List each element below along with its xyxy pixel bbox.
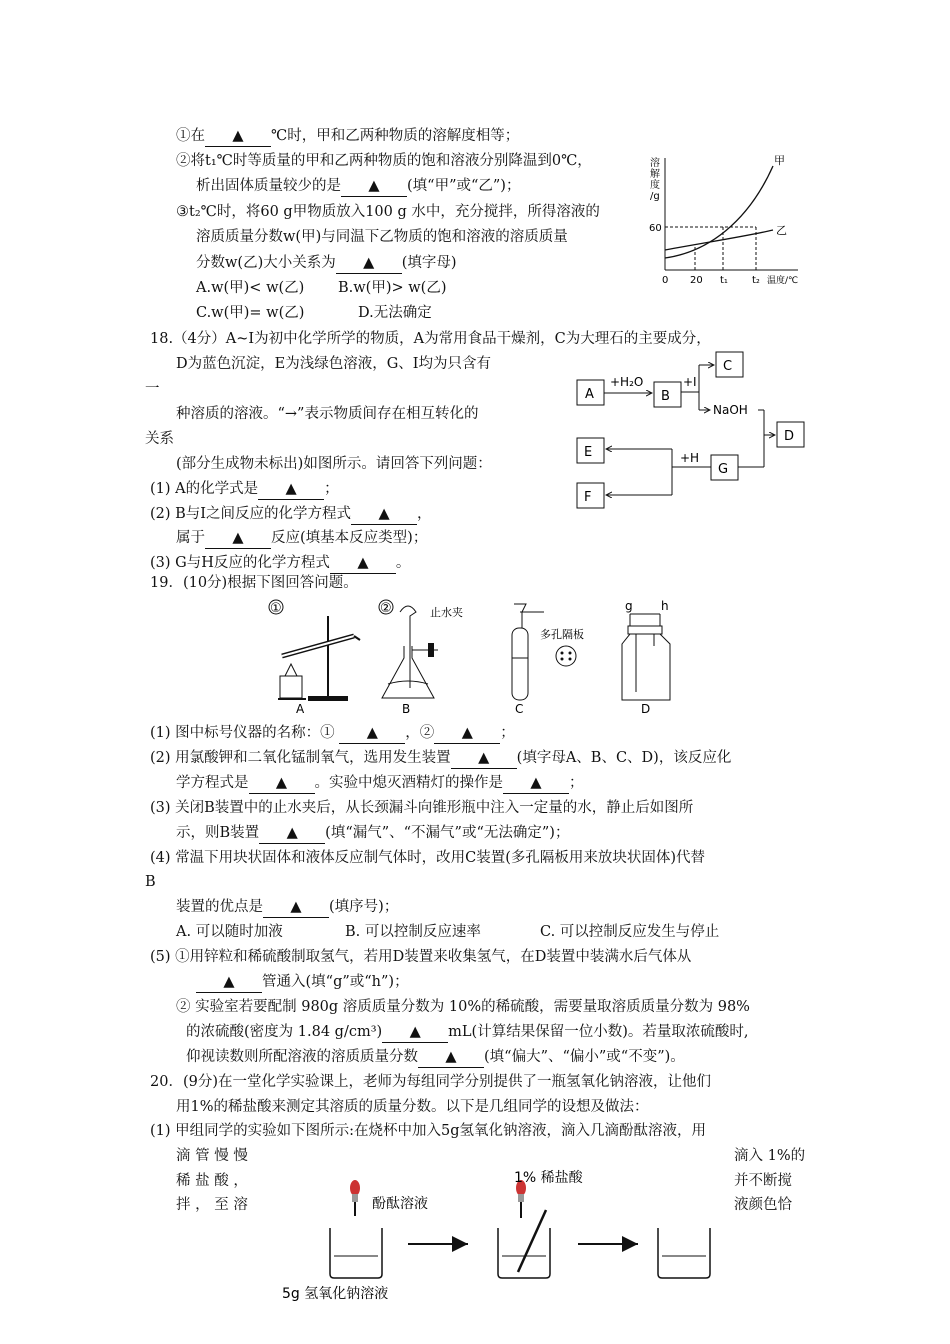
q20-line1: 20．(9分)在一堂化学实验课上，老师为每组同学分别提供了一瓶氢氧化钠溶液，让他们 bbox=[150, 1074, 711, 1090]
q17-option-d: D.无法确定 bbox=[358, 305, 432, 321]
svg-text:B: B bbox=[402, 702, 411, 716]
q18-line2b: 一 bbox=[145, 381, 160, 397]
q17-option-b: B.w(甲)> w(乙) bbox=[338, 280, 447, 296]
answer-blank[interactable]: ▲ bbox=[418, 1047, 484, 1068]
svg-text:D: D bbox=[784, 429, 795, 444]
q19-part4c: 装置的优点是 ▲ (填序号)； bbox=[176, 897, 398, 918]
apparatus-b bbox=[379, 600, 463, 716]
apparatus-c bbox=[512, 604, 584, 716]
q17-line3: 析出固体质量较少的是 ▲ (填“甲”或“乙”)； bbox=[196, 176, 520, 197]
q19-option-b: B. 可以控制反应速率 bbox=[345, 924, 481, 940]
q20-line6a: 拌 ， 至 溶 bbox=[176, 1197, 248, 1213]
beaker-1 bbox=[330, 1228, 382, 1278]
beaker-2 bbox=[498, 1228, 550, 1278]
q17-line2: ②将t₁℃时等质量的甲和乙两种物质的饱和溶液分别降温到0℃， bbox=[176, 153, 592, 169]
xtick: 0 bbox=[662, 275, 669, 286]
q17-line6: 分数w(乙)大小关系为 ▲ (填字母) bbox=[196, 253, 457, 274]
svg-text:B: B bbox=[661, 389, 670, 404]
q18-line3: 种溶质的溶液。“→”表示物质间存在相互转化的 bbox=[176, 406, 479, 422]
q19-part2b: 学方程式是 ▲ 。实验中熄灭酒精灯的操作是 ▲ ； bbox=[176, 773, 584, 794]
q18-line3b: 关系 bbox=[145, 431, 174, 447]
label-naoh: NaOH bbox=[713, 403, 748, 417]
svg-text:②: ② bbox=[380, 601, 392, 616]
q20-line3: (1) 甲组同学的实验如下图所示:在烧杯中加入5g氢氧化钠溶液，滴入几滴酚酞溶液，用 bbox=[150, 1123, 707, 1139]
label-plus-i: +I bbox=[683, 375, 697, 389]
answer-blank[interactable]: ▲ bbox=[434, 723, 500, 744]
answer-blank[interactable]: ▲ bbox=[339, 723, 405, 744]
curve-label-jia: 甲 bbox=[774, 154, 785, 167]
q20-line4b: 滴入 1%的 bbox=[734, 1148, 806, 1164]
svg-text:D: D bbox=[641, 702, 651, 716]
q17-option-a: A.w(甲)< w(乙) bbox=[196, 280, 305, 296]
beaker-3 bbox=[658, 1228, 710, 1278]
answer-blank[interactable]: ▲ bbox=[341, 176, 407, 197]
label-hcl: 1% 稀盐酸 bbox=[514, 1170, 583, 1186]
q18-part1: (1) A的化学式是 ▲ ； bbox=[150, 479, 339, 500]
svg-text:F: F bbox=[584, 490, 592, 505]
xtick: t₁ bbox=[720, 275, 728, 286]
svg-text:g: g bbox=[625, 599, 633, 613]
q17-line4: ③t₂℃时，将60 g甲物质放入100 g 水中，充分搅拌，所得溶液的 bbox=[176, 204, 600, 220]
q17-line5: 溶质质量分数w(甲)与同温下乙物质的饱和溶液的溶质质量 bbox=[196, 229, 568, 245]
svg-text:A: A bbox=[296, 702, 305, 716]
ylabel-char: 溶 bbox=[650, 158, 660, 169]
ylabel-char: /g bbox=[650, 191, 660, 202]
q18-line2: D为蓝色沉淀，E为浅绿色溶液，G、I均为只含有 bbox=[176, 356, 492, 372]
answer-blank[interactable]: ▲ bbox=[382, 1022, 448, 1043]
q17-line1: ①在 ▲ ℃时，甲和乙两种物质的溶解度相等； bbox=[176, 126, 519, 147]
q20-line5a: 稀 盐 酸 ， bbox=[176, 1173, 248, 1189]
q19-part4b: B bbox=[145, 874, 156, 890]
curve-yi bbox=[665, 230, 773, 250]
apparatus-a bbox=[269, 600, 360, 716]
svg-text:止水夹: 止水夹 bbox=[430, 606, 463, 619]
label-plus-h: +H bbox=[680, 451, 700, 465]
xtick: t₂ bbox=[752, 275, 760, 286]
svg-text:C: C bbox=[723, 359, 733, 374]
curve-label-yi: 乙 bbox=[776, 224, 787, 237]
dropper-icon bbox=[350, 1180, 360, 1216]
q20-line4a: 滴 管 慢 慢 bbox=[176, 1148, 248, 1164]
answer-blank[interactable]: ▲ bbox=[196, 972, 262, 993]
q19-part3b: 示，则B装置 ▲ (填“漏气”、“不漏气”或“无法确定”)； bbox=[176, 823, 569, 844]
q19-part5: (5) ①用锌粒和稀硫酸制取氢气，若用D装置来收集氢气，在D装置中装满水后气体从 bbox=[150, 949, 692, 965]
answer-blank[interactable]: ▲ bbox=[205, 528, 271, 549]
ylabel-char: 解 bbox=[650, 169, 660, 180]
answer-blank[interactable]: ▲ bbox=[451, 748, 517, 769]
q19-part5c: ② 实验室若要配制 980g 溶质质量分数为 10%的稀硫酸，需要量取溶质质量分数为 98% bbox=[176, 999, 750, 1015]
ytick-60: 60 bbox=[649, 223, 662, 234]
answer-blank[interactable]: ▲ bbox=[503, 773, 569, 794]
answer-blank[interactable]: ▲ bbox=[249, 773, 315, 794]
q19-option-a: A. 可以随时加液 bbox=[176, 924, 283, 940]
svg-text:A: A bbox=[585, 387, 594, 402]
curve-jia bbox=[665, 166, 773, 258]
q19-part4: (4) 常温下用块状固体和液体反应制气体时，改用C装置(多孔隔板用来放块状固体)代替 bbox=[150, 850, 706, 866]
svg-text:E: E bbox=[584, 445, 593, 460]
titration-figure bbox=[280, 1160, 720, 1306]
relation-diagram bbox=[572, 348, 808, 514]
q19-part2: (2) 用氯酸钾和二氧化锰制氧气，选用发生装置 ▲ (填字母A、B、C、D)，该反应化 bbox=[150, 748, 731, 769]
q18-part2-type: 属于 ▲ 反应(填基本反应类型)； bbox=[176, 528, 427, 549]
answer-blank[interactable]: ▲ bbox=[205, 126, 271, 147]
svg-text:h: h bbox=[661, 599, 669, 613]
answer-blank[interactable]: ▲ bbox=[351, 504, 417, 525]
q19-option-c: C. 可以控制反应发生与停止 bbox=[540, 924, 720, 940]
q20-line5b: 并不断搅 bbox=[734, 1173, 792, 1189]
q18-part2: (2) B与I之间反应的化学方程式 ▲ ， bbox=[150, 504, 432, 525]
apparatus-d bbox=[622, 599, 670, 716]
label-naoh-solution: 5g 氢氧化钠溶液 bbox=[282, 1286, 389, 1302]
q17-option-c: C.w(甲)= w(乙) bbox=[196, 305, 305, 321]
xlabel: 温度/℃ bbox=[767, 276, 799, 286]
q19-title: 19．(10分)根据下图回答问题。 bbox=[150, 575, 358, 591]
xtick: 20 bbox=[690, 275, 703, 286]
q18-line1: 18.（4分）A~I为初中化学所学的物质，A为常用食品干燥剂，C为大理石的主要成分， bbox=[150, 331, 711, 347]
svg-text:多孔隔板: 多孔隔板 bbox=[540, 628, 584, 641]
q19-part3: (3) 关闭B装置中的止水夹后，从长颈漏斗向锥形瓶中注入一定量的水，静止后如图所 bbox=[150, 800, 694, 816]
svg-text:C: C bbox=[515, 702, 524, 716]
q19-part1: (1) 图中标号仪器的名称：① ▲ ，② ▲ ； bbox=[150, 723, 515, 744]
answer-blank[interactable]: ▲ bbox=[336, 253, 402, 274]
svg-text:G: G bbox=[718, 462, 729, 477]
q20-line6b: 液颜色恰 bbox=[734, 1197, 792, 1213]
answer-blank[interactable]: ▲ bbox=[258, 479, 324, 500]
answer-blank[interactable]: ▲ bbox=[263, 897, 329, 918]
label-phenolphthalein: 酚酞溶液 bbox=[372, 1196, 428, 1212]
solubility-chart bbox=[648, 152, 808, 288]
q19-part5d: 的浓硫酸(密度为 1.84 g/cm³) ▲ mL(计算结果保留一位小数)。若量取浓硫酸时, bbox=[186, 1022, 748, 1043]
answer-blank[interactable]: ▲ bbox=[259, 823, 325, 844]
q18-line4: (部分生成物未标出)如图所示。请回答下列问题： bbox=[176, 456, 492, 472]
answer-blank[interactable]: ▲ bbox=[330, 553, 396, 574]
q19-part5b: ▲ 管通入(填“g”或“h”)； bbox=[196, 972, 409, 993]
q20-line2: 用1%的稀盐酸来测定其溶质的质量分数。以下是几组同学的设想及做法： bbox=[176, 1099, 649, 1115]
ylabel-char: 度 bbox=[650, 180, 660, 191]
q18-part3: (3) G与H反应的化学方程式 ▲ 。 bbox=[150, 553, 410, 574]
label-h2o: +H₂O bbox=[610, 375, 644, 389]
svg-text:①: ① bbox=[270, 601, 282, 616]
apparatus-figure bbox=[268, 596, 688, 716]
stirring-rod bbox=[518, 1210, 546, 1272]
q19-part5f: 仰视读数则所配溶液的溶质质量分数 ▲ (填“偏大”、“偏小”或“不变”)。 bbox=[186, 1047, 685, 1068]
